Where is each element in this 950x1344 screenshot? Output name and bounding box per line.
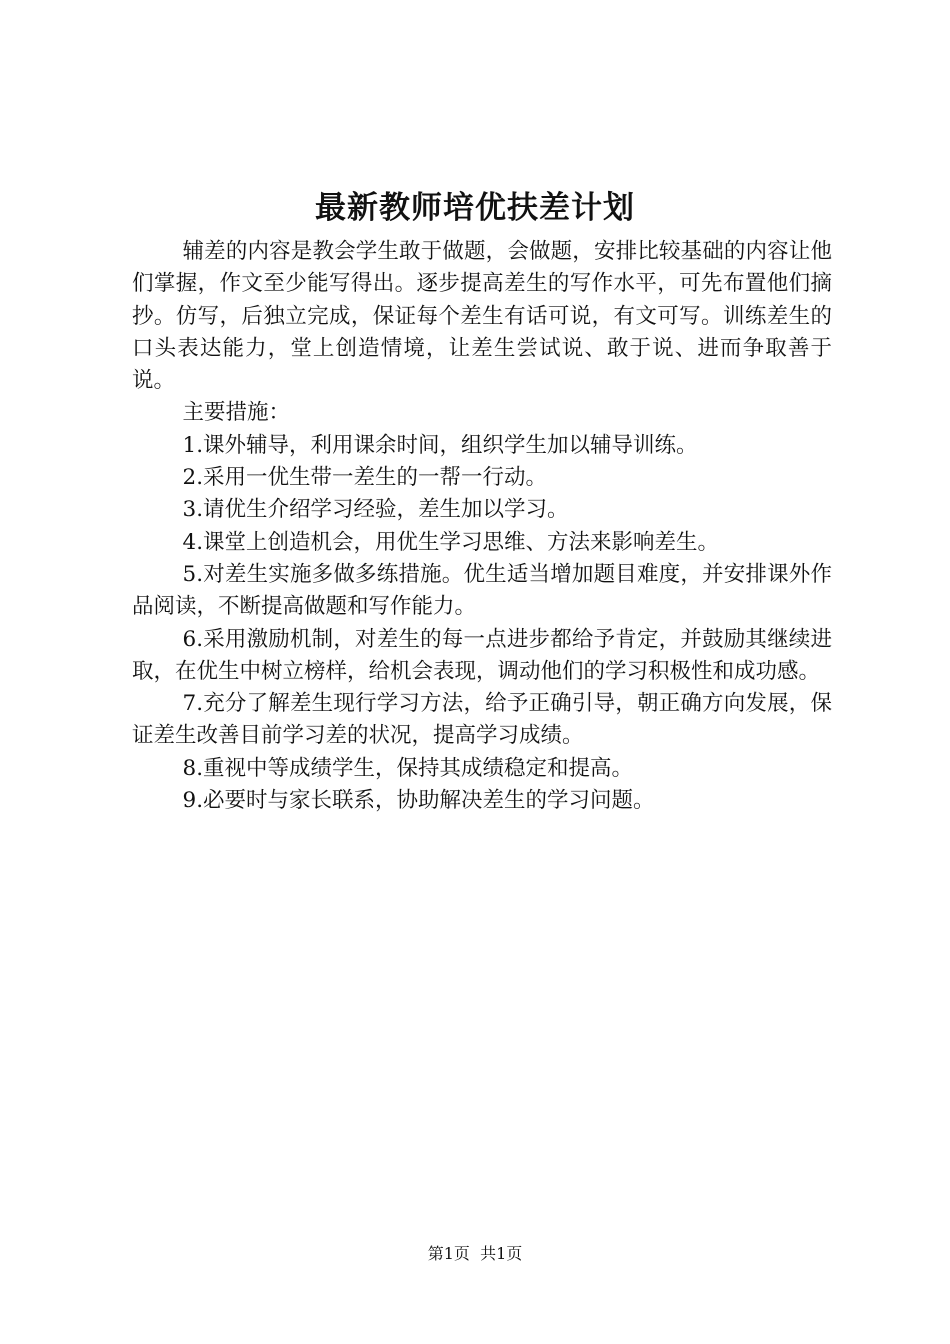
paragraph-measure-2: 2.采用一优生带一差生的一帮一行动。 [182, 465, 548, 491]
paragraph-measure-6: 6.采用激励机制，对差生的每一点进步都给予肯定，并鼓励其继续进取，在优生中树立榜样，给机会表现，调动他们的学习积极性和成功感。 [132, 626, 832, 684]
page-footer [0, 1243, 950, 1265]
paragraph-measure-9: 9.必要时与家长联系，协助解决差生的学习问题。 [182, 788, 655, 814]
paragraph-measure-1: 1.课外辅导，利用课余时间，组织学生加以辅导训练。 [182, 432, 698, 458]
paragraph-measure-4: 4.课堂上创造机会，用优生学习思维、方法来影响差生。 [182, 529, 720, 555]
paragraph-intro: 辅差的内容是教会学生敢于做题，会做题，安排比较基础的内容让他们掌握，作文至少能写得出。逐步提高差生的写作水平，可先布置他们摘抄。仿写，后独立完成，保证每个差生有话可说，有文可写。训练差生的口头表达能力，堂上创造情境，让差生尝试说、敢于说、进而争取善于说。 [132, 239, 832, 394]
paragraph-measures-heading: 主要措施： [182, 400, 291, 426]
document-title: 最新教师培优扶差计划 [315, 190, 635, 226]
document-body [132, 236, 832, 817]
paragraph-measure-5: 5.对差生实施多做多练措施。优生适当增加题目难度，并安排课外作品阅读，不断提高做题和写作能力。 [132, 561, 832, 620]
paragraph-measure-3: 3.请优生介绍学习经验，差生加以学习。 [182, 497, 569, 523]
paragraph-measure-8: 8.重视中等成绩学生，保持其成绩稳定和提高。 [182, 755, 634, 781]
page-number: 第1页 [427, 1244, 470, 1263]
page-total: 共1页 [480, 1244, 523, 1263]
paragraph-measure-7: 7.充分了解差生现行学习方法，给予正确引导，朝正确方向发展，保证差生改善目前学习差的状况，提高学习成绩。 [132, 691, 832, 749]
